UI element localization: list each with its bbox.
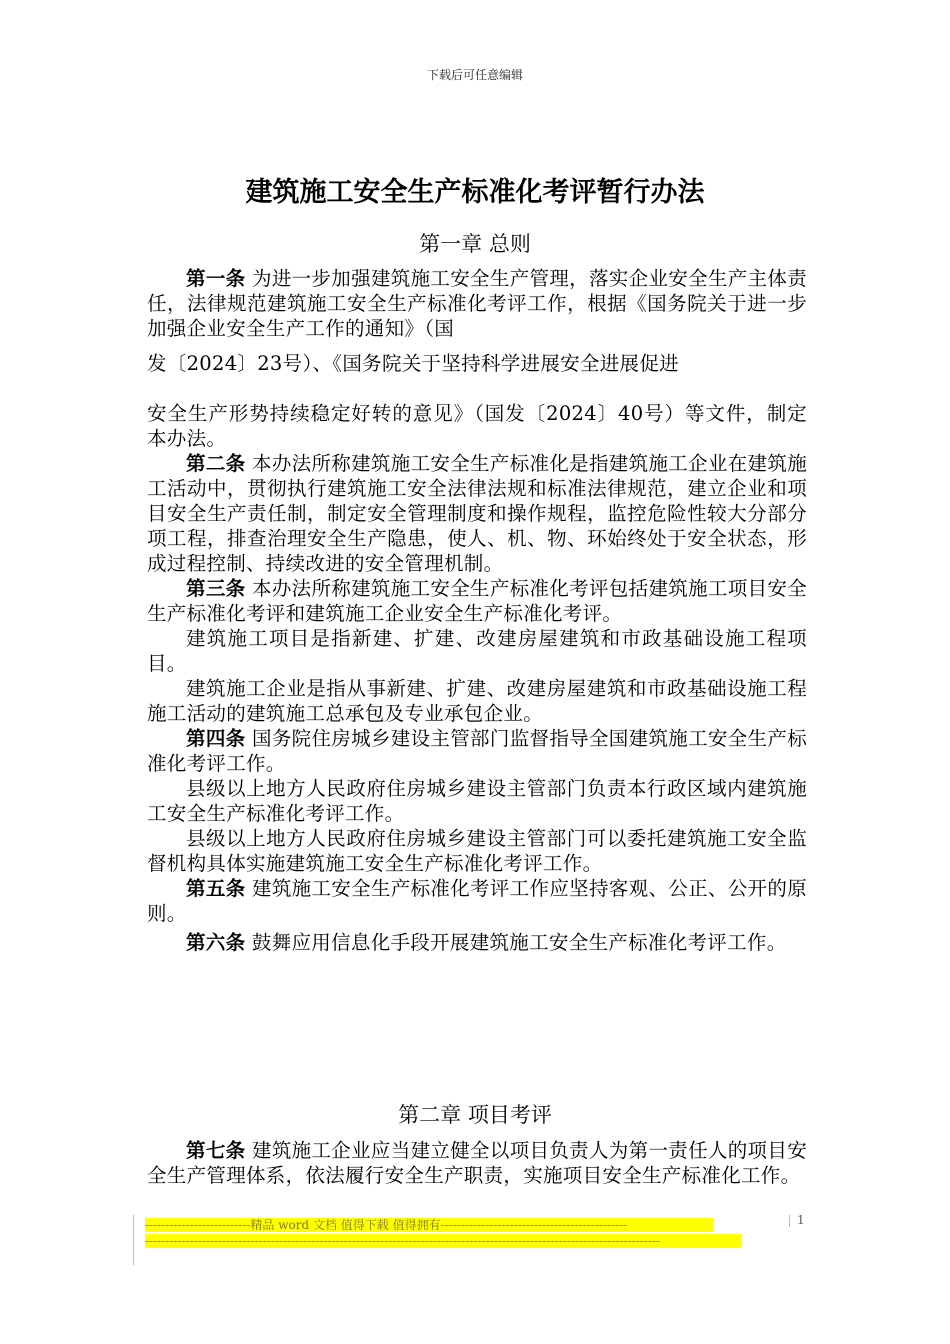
article-6-text: 鼓舞应用信息化手段开展建筑施工安全生产标准化考评工作。 xyxy=(251,931,787,954)
article-1-label: 第一条 xyxy=(186,267,246,290)
article-3-para-2: 建筑施工项目是指新建、扩建、改建房屋建筑和市政基础设施工程项目。 xyxy=(147,627,807,675)
header-note: 下载后可任意编辑 xyxy=(426,68,523,82)
article-3-label: 第三条 xyxy=(186,577,246,600)
footer-dashes-left: -------------------------- xyxy=(145,1218,251,1232)
footer-dashes-right: ---------------------------------------------- xyxy=(440,1218,628,1232)
article-5-text: 建筑施工安全生产标准化考评工作应坚持客观、公正、公开的原则。 xyxy=(147,877,807,925)
article-3 xyxy=(147,576,807,626)
footer-dash-line: ------------------------------------------------------------------------------------------------------------------------------- xyxy=(145,1234,741,1248)
article-2-label: 第二条 xyxy=(186,452,246,475)
article-7-label: 第七条 xyxy=(186,1139,246,1162)
article-4-para-2: 县级以上地方人民政府住房城乡建设主管部门负责本行政区域内建筑施工安全生产标准化考评工作。 xyxy=(147,777,807,825)
article-4-para-3: 县级以上地方人民政府住房城乡建设主管部门可以委托建筑施工安全监督机构具体实施建筑施工安全生产标准化考评工作。 xyxy=(147,827,807,875)
page-number: 1 xyxy=(797,1213,805,1227)
article-5 xyxy=(147,876,807,926)
document-title: 建筑施工安全生产标准化考评暂行办法 xyxy=(245,177,705,208)
footer-banner xyxy=(145,1218,713,1232)
margin-mark xyxy=(133,1215,134,1265)
article-3-para-3: 建筑施工企业是指从事新建、扩建、改建房屋建筑和市政基础设施工程施工活动的建筑施工总承包及专业承包企业。 xyxy=(147,677,807,725)
article-2 xyxy=(147,451,807,576)
article-1-part1 xyxy=(147,266,807,341)
article-4-label: 第四条 xyxy=(186,727,246,750)
chapter-1-body xyxy=(147,266,807,960)
article-6-label: 第六条 xyxy=(186,931,246,954)
article-1-part2: 发〔2024〕23号）、《国务院关于坚持科学进展安全进展促进 xyxy=(147,352,679,375)
article-5-label: 第五条 xyxy=(186,877,246,900)
article-2-text: 本办法所称建筑施工安全生产标准化是指建筑施工企业在建筑施工活动中，贯彻执行建筑施工安全法律法规和标准法律规范，建立企业和项目安全生产责任制，制定安全管理制度和操作规程，监控危险性较大分部分项工程，排查治理安全生产隐患，使人、机、物、环始终处于安全状态，形成过程控制、持续改进的安全管理机制。 xyxy=(147,452,807,575)
article-4-text: 国务院住房城乡建设主管部门监督指导全国建筑施工安全生产标准化考评工作。 xyxy=(147,727,807,775)
article-3-text: 本办法所称建筑施工安全生产标准化考评包括建筑施工项目安全生产标准化考评和建筑施工企业安全生产标准化考评。 xyxy=(147,577,807,625)
article-1-text: 为进一步加强建筑施工安全生产管理，落实企业安全生产主体责任，法律规范建筑施工安全生产标准化考评工作，根据《国务院关于进一步加强企业安全生产工作的通知》（国 xyxy=(147,267,807,340)
chapter-2-body xyxy=(147,1138,807,1188)
article-4 xyxy=(147,726,807,776)
article-7 xyxy=(147,1138,807,1188)
chapter-1-heading: 第一章 总则 xyxy=(419,232,531,256)
article-7-text: 建筑施工企业应当建立健全以项目负责人为第一责任人的项目安全生产管理体系，依法履行安全生产职责，实施项目安全生产标准化工作。 xyxy=(147,1139,807,1187)
margin-mark xyxy=(789,1215,790,1227)
article-6 xyxy=(147,926,807,960)
article-1-part3: 安全生产形势持续稳定好转的意见》（国发〔2024〕40号）等文件，制定本办法。 xyxy=(147,402,807,450)
footer-banner-text: 精品 word 文档 值得下载 值得拥有 xyxy=(250,1218,441,1232)
chapter-2-heading: 第二章 项目考评 xyxy=(398,1103,552,1127)
